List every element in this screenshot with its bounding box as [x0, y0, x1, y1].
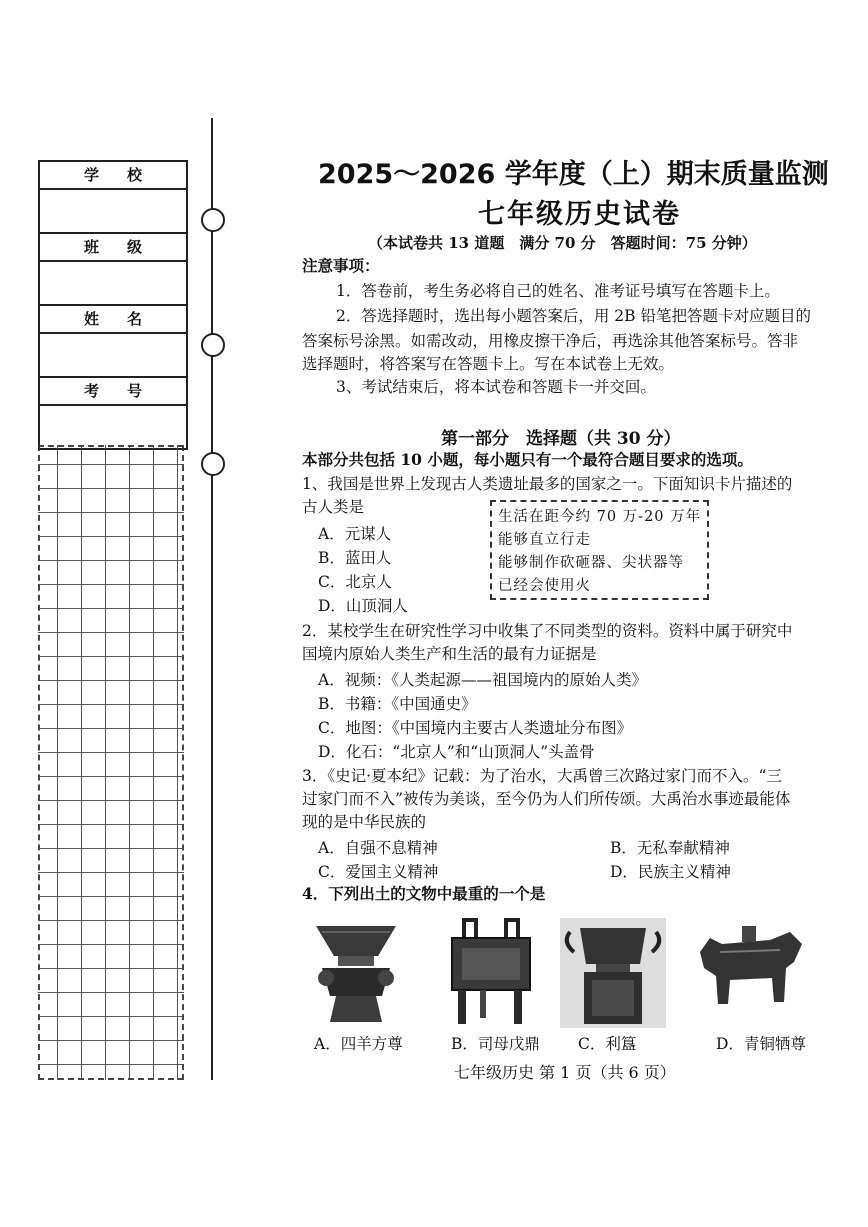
question-3-option: C．爱国主义精神: [318, 863, 439, 881]
question-2-option: C．地图：《中国境内主要古人类遗址分布图》: [318, 719, 633, 737]
knowledge-card: [490, 500, 709, 600]
binding-line: [211, 118, 213, 1080]
question-2-option: B．书籍：《中国通史》: [318, 695, 477, 713]
question-2-stem: 2．某校学生在研究性学习中收集了不同类型的资料。资料中属于研究中: [302, 622, 793, 640]
question-3-option: D．民族主义精神: [610, 863, 731, 881]
class-field[interactable]: [40, 262, 186, 306]
question-1-stem: 1、我国是世界上发现古人类遗址最多的国家之一。下面知识卡片描述的: [302, 475, 793, 493]
bronze-ox-zun-image: [690, 922, 810, 1022]
question-1-option: A．元谋人: [318, 525, 392, 543]
question-2-option: A．视频：《人类起源——祖国境内的原始人类》: [318, 671, 647, 689]
binding-hole: [201, 452, 225, 476]
knowledge-card-line: 能够直立行走: [498, 532, 591, 548]
school-field[interactable]: [40, 190, 186, 234]
question-4-option: A．四羊方尊: [314, 1035, 403, 1053]
exam-number-field[interactable]: [40, 406, 186, 448]
dashed-answer-grid: [38, 445, 184, 1080]
exam-title: 2025～2026 学年度（上）期末质量监测: [318, 159, 829, 190]
li-gui-image: [560, 918, 666, 1028]
question-4-option: C．利簋: [578, 1035, 637, 1053]
question-4-option: D．青铜牺尊: [716, 1035, 806, 1053]
school-label: 学校: [40, 162, 186, 190]
question-3-option: B．无私奉献精神: [610, 839, 730, 857]
question-1-option: B．蓝田人: [318, 549, 392, 567]
question-1-option: C．北京人: [318, 573, 392, 591]
name-label: 姓名: [40, 306, 186, 334]
simuwu-ding-image: [442, 918, 540, 1028]
knowledge-card-line: 生活在距今约 70 万-20 万年: [498, 509, 702, 525]
student-info-box: [38, 160, 188, 450]
binding-hole: [201, 333, 225, 357]
page-footer: 七年级历史 第 1 页（共 6 页）: [454, 1063, 676, 1082]
question-3-stem: 3．《史记·夏本纪》记载：为了治水，大禹曾三次路过家门而不入。“三: [302, 767, 782, 785]
notice-item: 答案标号涂黑。如需改动，用橡皮擦干净后，再选涂其他答案标号。答非: [302, 332, 799, 350]
question-4-stem: 4．下列出土的文物中最重的一个是: [302, 884, 546, 903]
notice-item: 3、考试结束后，将本试卷和答题卡一并交回。: [336, 378, 656, 396]
section-title: 第一部分 选择题（共 30 分）: [441, 429, 681, 449]
question-2-option: D．化石：“北京人”和“山顶洞人”头盖骨: [318, 743, 595, 761]
question-4-option: B．司母戊鼎: [451, 1035, 540, 1053]
exam-subtitle: 七年级历史试卷: [478, 199, 681, 230]
question-1-stem: 古人类是: [302, 498, 365, 516]
class-label: 班级: [40, 234, 186, 262]
knowledge-card-line: 能够制作砍砸器、尖状器等: [498, 555, 684, 571]
knowledge-card-line: 已经会使用火: [498, 578, 591, 594]
question-2-stem: 国境内原始人类生产和生活的最有力证据是: [302, 645, 597, 663]
question-3-stem: 过家门而不入”被传为美谈，至今仍为人们所传颂。大禹治水事迹最能体: [302, 790, 791, 808]
notice-item: 2．答选择题时，选出每小题答案后，用 2B 铅笔把答题卡对应题目的: [336, 307, 811, 325]
question-1-option: D．山顶洞人: [318, 597, 408, 615]
section-intro: 本部分共包括 10 小题，每小题只有一个最符合题目要求的选项。: [302, 450, 753, 469]
notice-item: 1．答卷前，考生务必将自己的姓名、准考证号填写在答题卡上。: [336, 282, 780, 300]
question-3-option: A．自强不息精神: [318, 839, 438, 857]
exam-meta: （本试卷共 13 道题 满分 70 分 答题时间：75 分钟）: [368, 234, 757, 252]
question-3-stem: 现的是中华民族的: [302, 813, 427, 831]
four-sheep-zun-image: [308, 918, 404, 1028]
binding-hole: [201, 208, 225, 232]
name-field[interactable]: [40, 334, 186, 378]
exam-number-label: 考号: [40, 378, 186, 406]
notice-heading: 注意事项：: [302, 256, 380, 275]
notice-item: 选择题时，将答案写在答题卡上。写在本试卷上无效。: [302, 355, 675, 373]
